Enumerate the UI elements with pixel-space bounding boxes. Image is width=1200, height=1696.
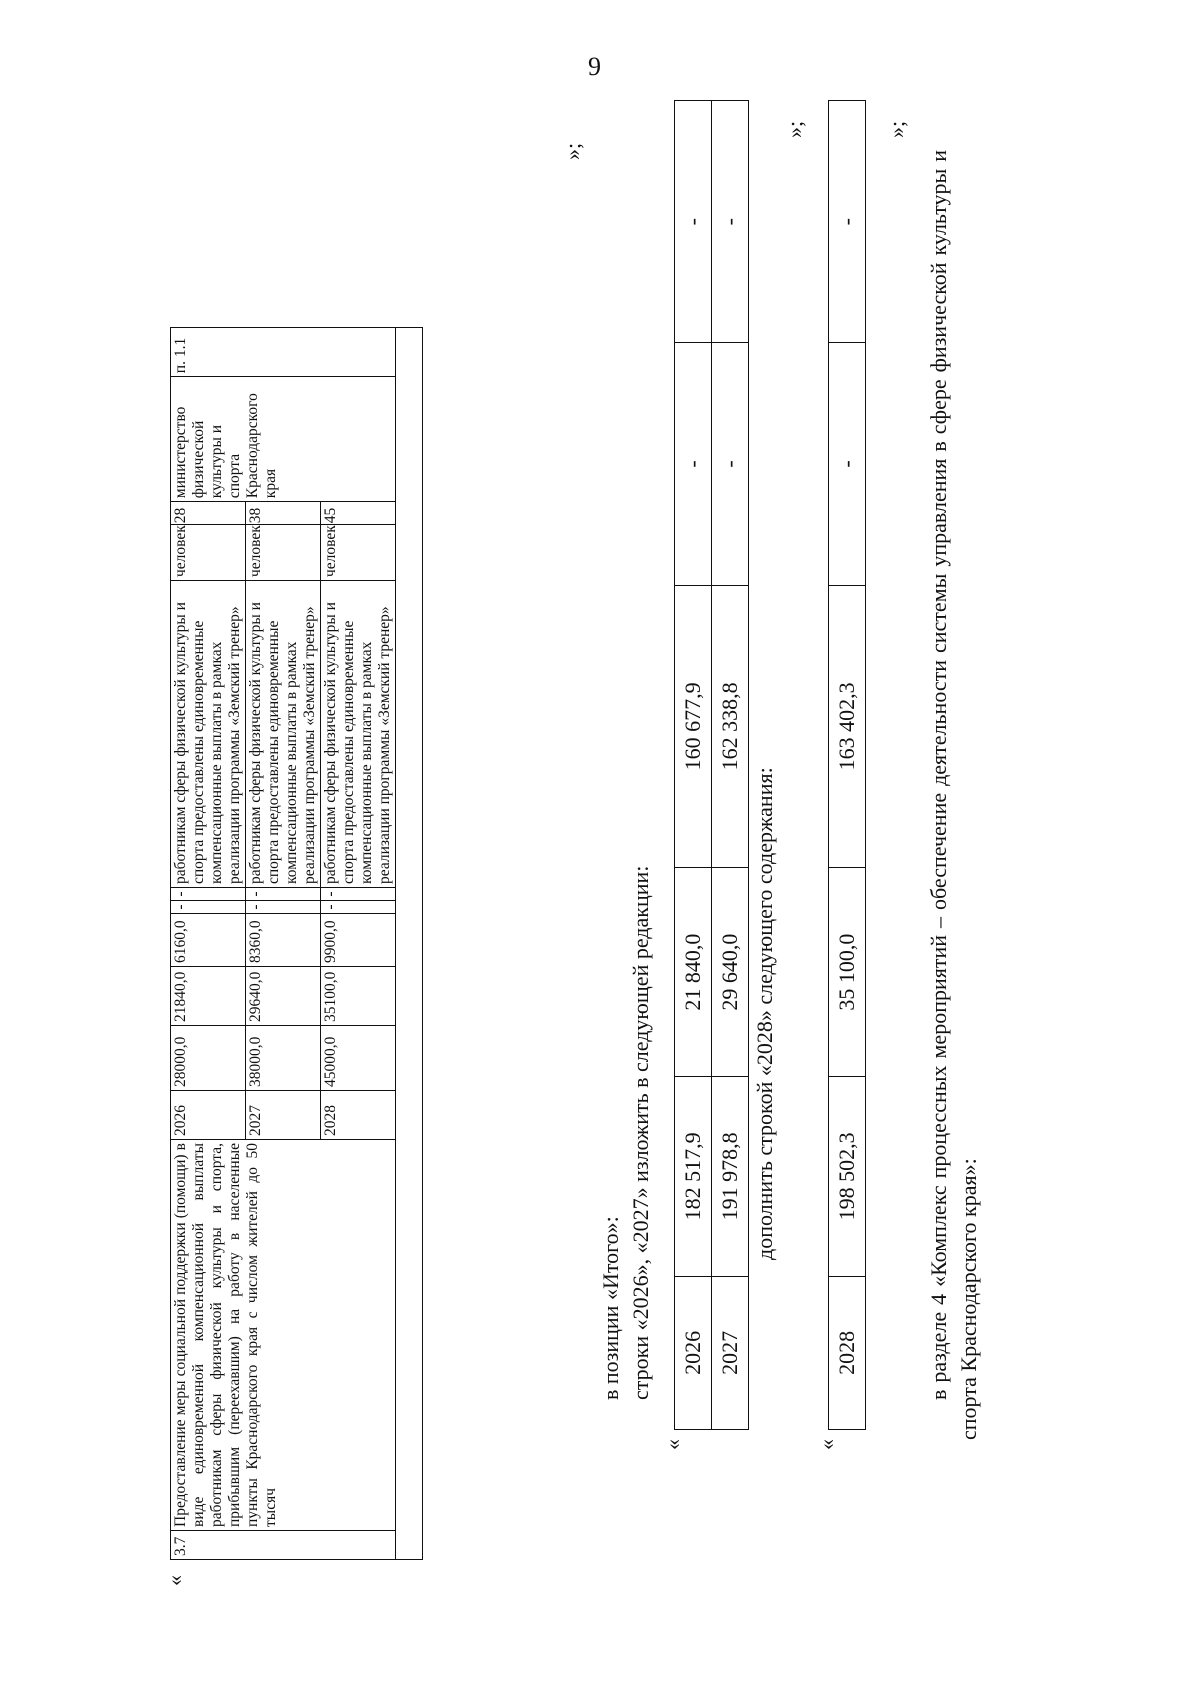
open-quote: «: [814, 1439, 839, 1450]
federal-cell: 9900,0: [321, 914, 396, 967]
add-line: дополнить строкой «2028» следующего содержания:: [752, 767, 777, 1260]
dash-cell: -: [675, 101, 712, 343]
measure-description: Предоставление меры социальной поддержки (помощи) в виде единовременной компенсационной выплаты работникам сферы физической культуры и спорта, прибывшим (переехавшим) на работу в населенные пункты Краснодарского края с числом жителей до 50 тысяч: [171, 1140, 396, 1531]
total-cell: 28000,0: [171, 1026, 246, 1091]
table-row: [829, 101, 866, 1430]
year-cell: 2026: [675, 1276, 712, 1429]
empty-row: [396, 328, 423, 1560]
table-end-quote: »;: [560, 142, 585, 160]
dash-cell: -: [712, 101, 749, 343]
table-row: [396, 328, 423, 1560]
dash-cell: -: [321, 888, 396, 901]
table-row: [675, 101, 712, 1430]
regional-cell: 29 640,0: [712, 868, 749, 1077]
total-cell: 38000,0: [246, 1026, 321, 1091]
open-quote: «: [660, 1439, 685, 1450]
indicator-cell: работникам сферы физической культуры и спорта предоставлены единовременные компенсационные выплаты в рамках реализации программы «Земский тренер»: [171, 581, 246, 888]
year-cell: 2028: [321, 1091, 396, 1140]
table-row: [171, 328, 246, 1560]
total-cell: 182 517,9: [675, 1077, 712, 1277]
year-cell: 2027: [712, 1276, 749, 1429]
federal-cell: 6160,0: [171, 914, 246, 967]
table-row: [712, 101, 749, 1430]
year-cell: 2027: [246, 1091, 321, 1140]
federal-cell: 163 402,3: [829, 585, 866, 867]
regional-cell: 29640,0: [246, 967, 321, 1026]
total-cell: 45000,0: [321, 1026, 396, 1091]
regional-cell: 35 100,0: [829, 868, 866, 1077]
regional-cell: 35100,0: [321, 967, 396, 1026]
dash-cell: -: [829, 101, 866, 343]
ministry-cell: министерство физической культуры и спорта Краснодарского края: [171, 377, 396, 502]
value-cell: 45: [321, 502, 396, 525]
total-cell: 198 502,3: [829, 1077, 866, 1277]
section-paragraph: в разделе 4 «Комплекс процессных мероприятий – обеспечение деятельности системы управления в сфере физической культуры и спорта Краснодарского края»:: [926, 150, 981, 1440]
federal-cell: 160 677,9: [675, 585, 712, 867]
item-cell: п. 1.1: [171, 328, 396, 377]
value-cell: 38: [246, 502, 321, 525]
unit-cell: человек: [321, 525, 396, 581]
dash-cell: -: [321, 901, 396, 914]
dash-cell: -: [712, 343, 749, 585]
indicator-cell: работникам сферы физической культуры и спорта предоставлены единовременные компенсационные выплаты в рамках реализации программы «Земский тренер»: [246, 581, 321, 888]
position-line: в позиции «Итого»:: [598, 1216, 623, 1400]
row-number: 3.7: [171, 1531, 396, 1560]
dash-cell: -: [171, 901, 246, 914]
table-end-quote: »;: [782, 120, 807, 138]
dash-cell: -: [675, 343, 712, 585]
page-number: 9: [588, 52, 601, 81]
open-quote: «: [162, 1575, 187, 1586]
value-cell: 28: [171, 502, 246, 525]
dash-cell: -: [829, 343, 866, 585]
regional-cell: 21 840,0: [675, 868, 712, 1077]
itogo-table: [674, 100, 749, 1430]
year-cell: 2026: [171, 1091, 246, 1140]
rows-line: строки «2026», «2027» изложить в следующей редакции:: [628, 865, 653, 1400]
dash-cell: -: [246, 888, 321, 901]
federal-cell: 8360,0: [246, 914, 321, 967]
total-cell: 191 978,8: [712, 1077, 749, 1277]
indicator-cell: работникам сферы физической культуры и спорта предоставлены единовременные компенсационные выплаты в рамках реализации программы «Земский тренер»: [321, 581, 396, 888]
federal-cell: 162 338,8: [712, 585, 749, 867]
measures-table: [170, 327, 423, 1560]
dash-cell: -: [171, 888, 246, 901]
rotated-content: [162, 100, 1008, 1600]
dash-cell: -: [246, 901, 321, 914]
regional-cell: 21840,0: [171, 967, 246, 1026]
year-cell: 2028: [829, 1276, 866, 1429]
table-end-quote: »;: [884, 120, 909, 138]
unit-cell: человек: [246, 525, 321, 581]
add-table: [828, 100, 866, 1430]
unit-cell: человек: [171, 525, 246, 581]
